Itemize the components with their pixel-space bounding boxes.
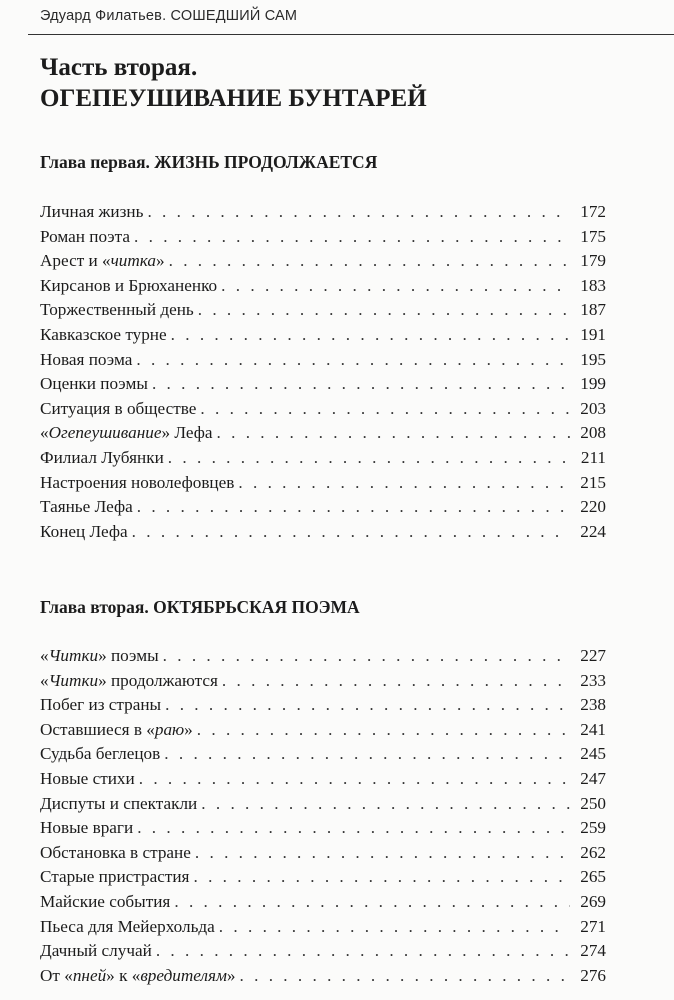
toc-entry-title: Оценки поэмы	[40, 374, 148, 394]
toc-entry-page: 172	[580, 202, 606, 221]
toc-entry-page: 241	[580, 719, 606, 739]
toc-entry[interactable]	[40, 867, 606, 892]
dot-leader	[152, 374, 570, 394]
toc-entry-title: Настроения новолефовцев	[40, 472, 235, 492]
toc-entry[interactable]	[40, 744, 606, 769]
toc-entry[interactable]	[40, 646, 606, 671]
toc-entry[interactable]	[40, 917, 606, 942]
toc-entry-page: 220	[580, 497, 606, 517]
toc-entry-title: Арест и «читка»	[40, 251, 165, 271]
toc-entry[interactable]	[40, 941, 606, 966]
toc-entry-title: От «пней» к «вредителям»	[40, 965, 236, 985]
toc-entry-page: 203	[580, 398, 606, 418]
header-rule	[28, 34, 674, 35]
toc-entry-page: 274	[580, 941, 606, 961]
toc-entry-page: 247	[580, 768, 606, 788]
dot-leader	[163, 646, 570, 666]
toc-entry-title: Новая поэма	[40, 349, 133, 369]
toc-entry-title: «Читки» продолжаются	[40, 670, 218, 690]
toc-entry-page: 276	[580, 965, 606, 985]
dot-leader	[137, 497, 570, 517]
toc-entry-page: 233	[580, 670, 606, 690]
dot-leader	[174, 892, 570, 912]
toc-entry-title: Филиал Лубянки	[40, 447, 164, 467]
dot-leader	[238, 473, 570, 493]
toc-entry[interactable]	[40, 399, 606, 424]
dot-leader	[137, 818, 570, 838]
toc-entry-page: 183	[580, 275, 606, 295]
toc-entry-page: 265	[580, 867, 606, 887]
chapter-heading-2: Глава вторая. ОКТЯБРЬСКАЯ ПОЭМА	[40, 597, 360, 617]
toc-entry-page: 211	[580, 447, 606, 467]
toc-entry[interactable]	[40, 473, 606, 498]
dot-leader	[147, 202, 570, 222]
toc-entry[interactable]	[40, 374, 606, 399]
dot-leader	[136, 350, 570, 370]
toc-entry[interactable]	[40, 251, 606, 276]
dot-leader	[201, 794, 570, 814]
toc-entry[interactable]	[40, 522, 606, 547]
toc-entry[interactable]	[40, 276, 606, 301]
part-title-line2: ОГЕПЕУШИВАНИЕ БУНТАРЕЙ	[40, 85, 427, 112]
toc-entry-page: 227	[580, 646, 606, 665]
toc-entry-title: Роман поэта	[40, 226, 131, 246]
dot-leader	[165, 695, 570, 715]
dot-leader	[198, 300, 570, 320]
dot-leader	[169, 251, 570, 271]
dot-leader	[171, 325, 570, 345]
dot-leader	[193, 867, 570, 887]
dot-leader	[219, 917, 570, 937]
chapter-heading-1: Глава первая. ЖИЗНЬ ПРОДОЛЖАЕТСЯ	[40, 152, 378, 172]
toc-entry-title: Дачный случай	[40, 941, 152, 961]
toc-entry[interactable]	[40, 892, 606, 917]
toc-entry-page: 199	[580, 374, 606, 394]
toc-entry[interactable]	[40, 794, 606, 819]
dot-leader	[156, 941, 570, 961]
toc-list-chapter-1	[40, 202, 606, 546]
toc-entry-title: Новые враги	[40, 818, 134, 838]
toc-entry-title: Личная жизнь	[40, 202, 144, 221]
toc-entry-page: 215	[580, 472, 606, 492]
toc-entry-page: 250	[580, 793, 606, 813]
toc-entry[interactable]	[40, 325, 606, 350]
dot-leader	[197, 720, 570, 740]
toc-entry-page: 175	[580, 226, 606, 246]
toc-entry-page: 208	[580, 423, 606, 443]
toc-entry-title: Кирсанов и Брюханенко	[40, 275, 218, 295]
dot-leader	[168, 448, 570, 468]
toc-entry[interactable]	[40, 966, 606, 991]
toc-entry-page: 269	[580, 891, 606, 911]
toc-entry-title: Диспуты и спектакли	[40, 793, 198, 813]
dot-leader	[139, 769, 570, 789]
toc-entry-title: Торжественный день	[40, 300, 194, 320]
dot-leader	[200, 399, 570, 419]
toc-entry[interactable]	[40, 497, 606, 522]
toc-entry-title: Ситуация в обществе	[40, 398, 197, 418]
toc-entry[interactable]	[40, 448, 606, 473]
toc-entry-title: Оставшиеся в «раю»	[40, 719, 193, 739]
dot-leader	[195, 843, 570, 863]
toc-entry[interactable]	[40, 818, 606, 843]
part-title	[40, 52, 427, 114]
toc-entry-title: Пьеса для Мейерхольда	[40, 916, 215, 936]
toc-entry-page: 191	[580, 324, 606, 344]
dot-leader	[221, 276, 570, 296]
toc-entry-title: Таянье Лефа	[40, 497, 133, 517]
toc-entry-title: Кавказское турне	[40, 324, 167, 344]
toc-entry-page: 245	[580, 744, 606, 764]
toc-entry[interactable]	[40, 671, 606, 696]
running-header: Эдуард Филатьев. СОШЕДШИЙ САМ	[40, 8, 298, 24]
dot-leader	[222, 671, 570, 691]
dot-leader	[240, 966, 570, 986]
toc-entry[interactable]	[40, 720, 606, 745]
toc-list-chapter-2	[40, 646, 606, 990]
dot-leader	[134, 227, 570, 247]
toc-entry[interactable]	[40, 843, 606, 868]
toc-entry[interactable]	[40, 227, 606, 252]
toc-entry-page: 238	[580, 695, 606, 715]
toc-entry-title: Новые стихи	[40, 768, 135, 788]
toc-entry-page: 195	[580, 349, 606, 369]
toc-entry-title: Старые пристрастия	[40, 867, 190, 887]
toc-entry[interactable]	[40, 769, 606, 794]
part-title-line1: Часть вторая.	[40, 54, 198, 81]
toc-entry-page: 271	[580, 916, 606, 936]
toc-entry-title: «Огепеушивание» Лефа	[40, 423, 213, 443]
toc-entry-title: Побег из страны	[40, 695, 162, 715]
dot-leader	[217, 423, 571, 443]
dot-leader	[132, 522, 570, 542]
toc-entry-page: 187	[580, 300, 606, 320]
toc-entry[interactable]	[40, 202, 606, 227]
toc-entry[interactable]	[40, 300, 606, 325]
toc-entry[interactable]	[40, 350, 606, 375]
toc-entry-title: Судьба беглецов	[40, 744, 161, 764]
toc-entry-page: 259	[580, 818, 606, 838]
toc-entry-page: 179	[580, 251, 606, 271]
toc-entry-title: Майские события	[40, 891, 171, 911]
toc-entry-title: Обстановка в стране	[40, 842, 191, 862]
dot-leader	[164, 744, 570, 764]
toc-entry-page: 262	[580, 842, 606, 862]
toc-entry-page: 224	[580, 521, 606, 541]
toc-entry[interactable]	[40, 695, 606, 720]
toc-entry-title: Конец Лефа	[40, 521, 128, 541]
toc-entry[interactable]	[40, 423, 606, 448]
toc-entry-title: «Читки» поэмы	[40, 646, 159, 665]
